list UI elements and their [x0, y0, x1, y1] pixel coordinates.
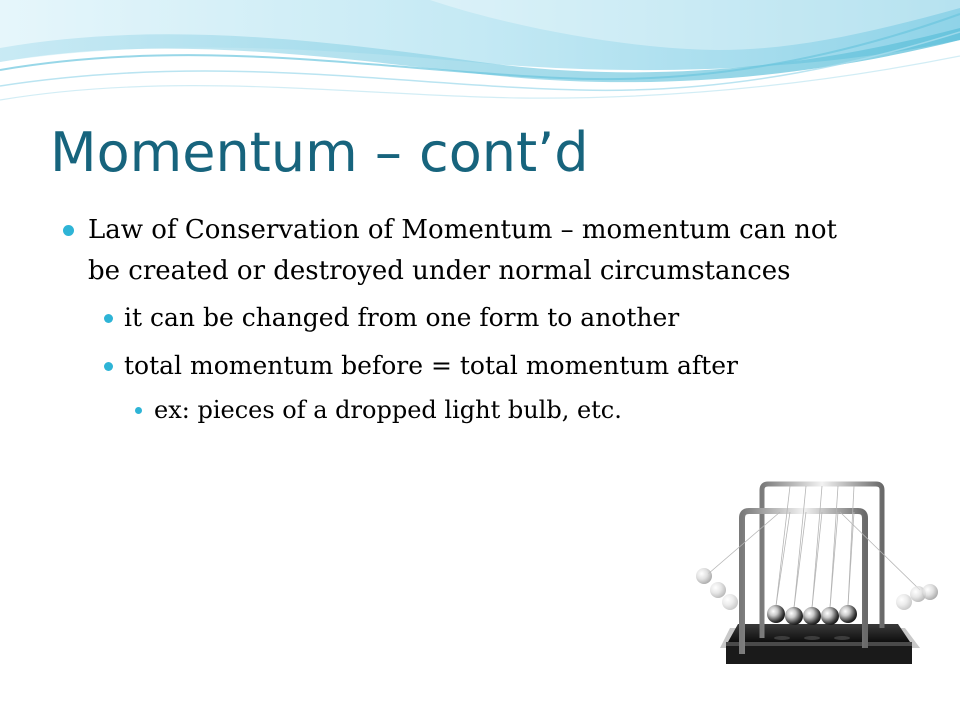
bullet-dot-icon [135, 407, 142, 414]
header-wave-decoration [0, 0, 960, 130]
bullet-dot-icon [63, 225, 74, 236]
slide-title: Momentum – cont’d [50, 121, 589, 184]
bullet-dot-icon [104, 314, 113, 323]
bullet-text: Law of Conservation of Momentum – momentum can not be created or destroyed under normal circumstances [88, 215, 837, 286]
bullet-list [60, 210, 880, 432]
bullet-item-level2 [60, 344, 880, 388]
bullet-dot-icon [104, 362, 113, 371]
bullet-text: total momentum before = total momentum after [124, 351, 738, 380]
bullet-item-level2 [60, 296, 880, 340]
newtons-cradle-image [690, 478, 945, 678]
bullet-text: it can be changed from one form to another [124, 303, 680, 332]
bullet-item-level3 [60, 388, 880, 432]
bullet-item-level1 [60, 210, 858, 292]
bullet-text: ex: pieces of a dropped light bulb, etc. [154, 396, 622, 424]
